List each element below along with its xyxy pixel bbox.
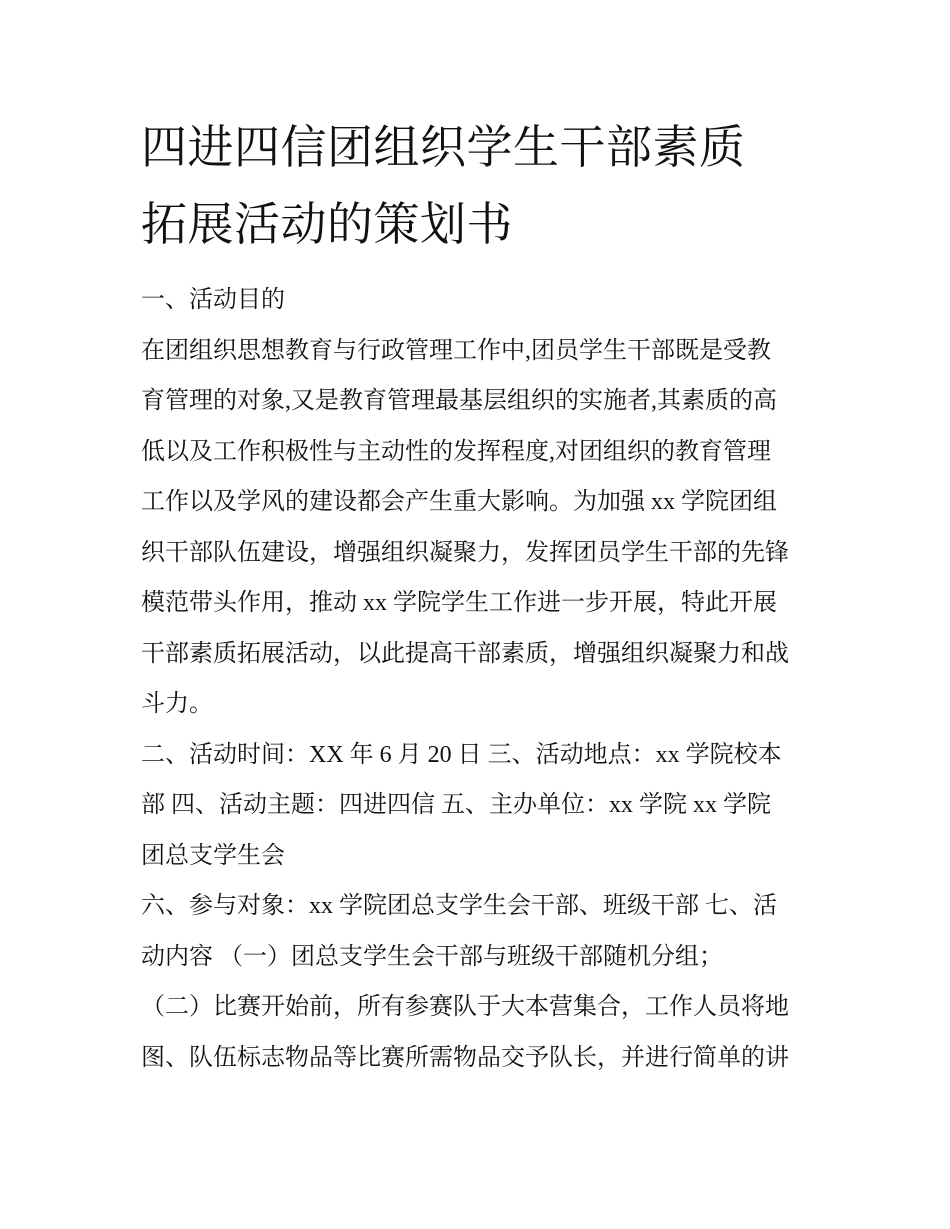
paragraph-line: 育管理的对象,又是教育管理最基层组织的实施者,其素质的高 <box>141 388 777 414</box>
paragraph-line: 低以及工作积极性与主动性的发挥程度,对团组织的教育管理 <box>141 438 771 465</box>
paragraph-line: 工作以及学风的建设都会产生重大影响。为加强 xx 学院团组 <box>141 489 777 515</box>
title-line: 四进四信团组织学生干部素质 <box>141 122 746 173</box>
document-title <box>141 109 841 263</box>
paragraph-line: （二）比赛开始前，所有参赛队于大本营集合，工作人员将地 <box>141 994 789 1020</box>
paragraph-line: 模范带头作用，推动 xx 学院学生工作进一步开展，特此开展 <box>141 590 777 616</box>
paragraph-line: 部 四、活动主题：四进四信 五、主办单位：xx 学院 xx 学院 <box>141 792 771 818</box>
paragraph-line: 织干部队伍建设，增强组织凝聚力，发挥团员学生干部的先锋 <box>141 539 789 566</box>
paragraph-line: 二、活动时间：XX 年 6 月 20 日 三、活动地点：xx 学院校本 <box>141 741 782 768</box>
paragraph-line: 动内容 （一）团总支学生会干部与班级干部随机分组； <box>141 943 723 970</box>
paragraph-line: 团总支学生会 <box>141 842 285 869</box>
document-body <box>141 275 831 1083</box>
paragraph-line: 在团组织思想教育与行政管理工作中,团员学生干部既是受教 <box>141 337 771 364</box>
paragraph-line: 图、队伍标志物品等比赛所需物品交予队长，并进行简单的讲 <box>141 1044 789 1071</box>
title-line: 拓展活动的策划书 <box>141 199 513 250</box>
section-heading-purpose: 一、活动目的 <box>141 287 285 313</box>
paragraph-line: 干部素质拓展活动，以此提高干部素质，增强组织凝聚力和战 <box>141 640 789 667</box>
paragraph-line: 六、参与对象：xx 学院团总支学生会干部、班级干部 七、活 <box>141 893 777 919</box>
paragraph-line: 斗力。 <box>141 691 213 717</box>
